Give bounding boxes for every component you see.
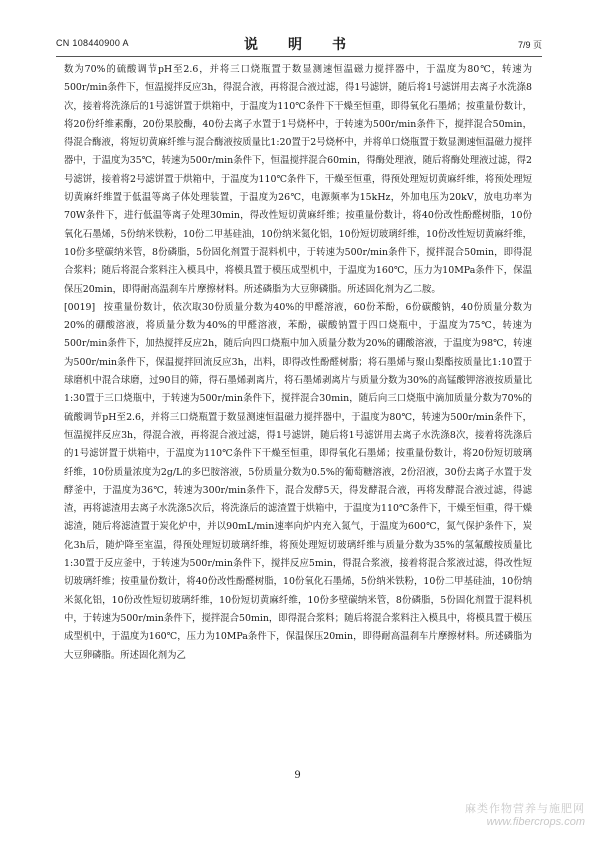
site-watermark xyxy=(465,800,585,828)
page-number: 9 xyxy=(294,770,301,781)
document-title: 说 明 书 xyxy=(244,37,354,53)
publication-number: CN 108440900 A xyxy=(56,38,129,48)
document-body xyxy=(64,61,532,665)
paragraph-0019 xyxy=(64,299,532,665)
page-indicator: 7/9 页 xyxy=(517,40,542,50)
paragraph-text: 按重量份数计，依次取30份质量分数为40%的甲醛溶液，60份苯酚，6份碳酸钠，40份质量分数为20%的硼酸溶液，将质量分数为40%的甲醛溶液，苯酚，碳酸钠置于四口烧瓶中，于温度为75℃，转速为500r/min条件下，加热搅拌反应2h，随后向四口烧瓶中加入质量分数为20%的硼酸溶液，于温度为98℃，转速为500r/min条件下，保温搅拌回流反应3h，出料，即得改性酚醛树脂；将石墨烯与聚山梨酯按质量比1:10置于球磨机中混合球磨，过90目的筛，得石墨烯剥离片，将石墨烯剥离片与质量分数为30%的高锰酸钾溶液按质量比1:30置于三口烧瓶中，于转速为500r/min条件下，搅拌混合30min，随后向三口烧瓶中滴加质量分数为70%的硫酸调节pH至2.6，并将三口烧瓶置于数显测速恒温磁力搅拌器中，于温度为80℃，转速为500r/min条件下，恒温搅拌反应3h，得混合液，再将混合液过滤，得1号滤饼，随后将1号滤饼用去离子水洗涤8次，接着将洗涤后的1号滤饼置于烘箱中，于温度为110℃条件下干燥至恒重，即得氧化石墨烯；按重量份数计，将20份短切玻璃纤维，10份质量浓度为2g/L的多巴胺溶液，5份质量分数为0.5%的葡萄糖溶液，2份沼液，30份去离子水置于发酵釜中，于温度为36℃，转速为300r/min条件下，混合发酵5天，得发酵混合液，再将发酵混合液过滤，得滤渣，再将滤渣用去离子水洗涤5次后，将洗涤后的滤渣置于烘箱中，于温度为110℃条件下，干燥至恒重，得干燥滤渣，随后将滤渣置于炭化炉中，并以90mL/min速率向炉内充入氮气，于温度为600℃，氮气保护条件下，炭化3h后，随炉降至室温，得预处理短切玻璃纤维，将预处理短切玻璃纤维与质量分数为35%的氢氟酸按质量比1:30置于反应釜中，于转速为500r/min条件下，搅拌反应5min，得混合浆液，接着将混合浆液过滤，得改性短切玻璃纤维；按重量份数计，将40份改性酚醛树脂，10份氧化石墨烯，5份纳米铁粉，10份二甲基硅油，10份纳米氮化铝，10份改性短切玻璃纤维，10份短切黄麻纤维，10份多壁碳纳米管，8份磷脂，5份固化剂置于混料机中，于转速为500r/min条件下，搅拌混合50min，即得混合浆料；随后将混合浆料注入模具中，将模具置于模压成型机中，于温度为160℃，压力为10MPa条件下，保温保压20min，即得耐高温刹车片摩擦材料。所述磷脂为大豆卵磷脂。所述固化剂为乙 xyxy=(64,301,532,661)
paragraph-continued: 数为70%的硫酸调节pH至2.6，并将三口烧瓶置于数显测速恒温磁力搅拌器中，于温度为80℃，转速为500r/min条件下，恒温搅拌反应3h，得混合液，再将混合液过滤，得1号滤饼，随后将1号滤饼用去离子水洗涤8次，接着将洗涤后的1号滤饼置于烘箱中，于温度为110℃条件下干燥至恒重，即得氧化石墨烯；按重量份数计，将20份纤维素酶，20份果胶酶，40份去离子水置于1号烧杯中，于转速为500r/min条件下，搅拌混合50min，得混合酶液，将短切黄麻纤维与混合酶液按质量比1:20置于2号烧杯中，并将单口烧瓶置于数显测速恒温磁力搅拌器中，于温度为35℃，转速为500r/min条件下，恒温搅拌混合60min，得酶处理液，随后将酶处理液过滤，得2号滤饼，接着将2号滤饼置于烘箱中，于温度为110℃条件下，干燥至恒重，得预处理短切黄麻纤维，将预处理短切黄麻纤维置于低温等离子体处理装置，于温度为26℃，电源频率为15kHz，外加电压为20kV，放电功率为70W条件下，进行低温等离子处理30min，得改性短切黄麻纤维；按重量份数计，将40份改性酚醛树脂，10份氧化石墨烯，5份纳米铁粉，10份二甲基硅油，10份纳米氮化铝，10份短切玻璃纤维，10份改性短切黄麻纤维，10份多壁碳纳米管，8份磷脂，5份固化剂置于混料机中，于转速为500r/min条件下，搅拌混合50min，即得混合浆料；随后将混合浆料注入模具中，将模具置于模压成型机中，于温度为160℃，压力为10MPa条件下，保温保压20min，即得耐高温刹车片摩擦材料。所述磷脂为大豆卵磷脂。所述固化剂为乙二胺。 xyxy=(64,64,532,295)
paragraph-number: [0019] xyxy=(64,301,96,313)
watermark-site-url: www.fibercrops.com xyxy=(486,816,585,828)
page-header xyxy=(56,36,542,52)
header-divider xyxy=(56,56,542,57)
watermark-site-name: 麻类作物营养与施肥网 xyxy=(465,803,585,815)
